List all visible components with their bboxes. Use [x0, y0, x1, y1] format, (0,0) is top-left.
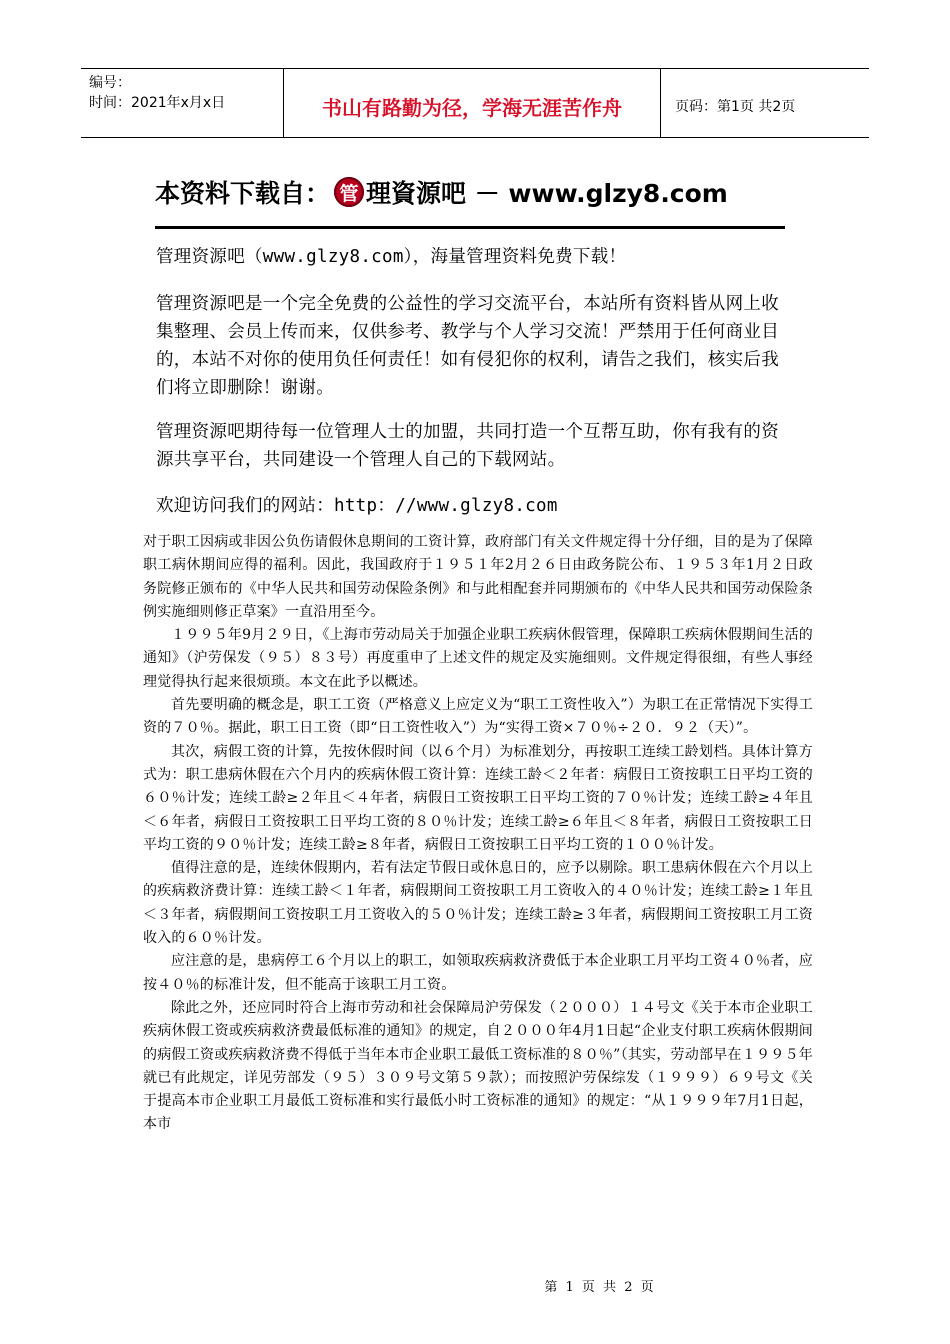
header-meta	[81, 69, 284, 137]
header-motto: 书山有路勤为径，学海无涯苦作舟	[284, 69, 661, 137]
article-paragraph: 对于职工因病或非因公负伤请假休息期间的工资计算，政府部门有关文件规定得十分仔细，目的是为了保障职工病休期间应得的福利。因此，我国政府于１９５１年2月２６日由政务院公布、１９５３年1月２日政务院修正颁布的《中华人民共和国劳动保险条例》和与此相配套并同期颁布的《中华人民共和国劳动保险条例实施细则修正草案》一直沿用至今。	[143, 534, 813, 620]
page-footer: 第 1 页 共 2 页	[544, 1280, 656, 1295]
notice-paragraph-2: 管理资源吧是一个完全免费的公益性的学习交流平台，本站所有资料皆从网上收集整理、会员上传而来，仅供参考、教学与个人学习交流！严禁用于任何商业目的，本站不对你的使用负任何责任！如有侵犯你的权利，请告之我们，核实后我们将立即删除！谢谢。	[156, 294, 779, 398]
article-body	[143, 531, 813, 1137]
article-paragraph: 应注意的是，患病停工６个月以上的职工，如领取疾病救济费低于本企业职工月平均工资４０％者，应按４０％的标准计发，但不能高于该职工月工资。	[143, 953, 813, 993]
banner-divider	[155, 226, 785, 229]
notice-visit: 欢迎访问我们的网站：http：//www.glzy8.com	[156, 496, 558, 516]
notice-paragraph-3: 管理资源吧期待每一位管理人士的加盟，共同打造一个互帮互助，你有我有的资源共享平台，共同建设一个管理人自己的下载网站。	[156, 422, 779, 470]
date-label: 时间：2021年x月x日	[89, 95, 226, 111]
article-paragraph: １９９５年9月２９日，《上海市劳动局关于加强企业职工疾病休假管理，保障职工疾病休假期间生活的通知》（沪劳保发（９５）８３号）再度重申了上述文件的规定及实施细则。文件规定得很细，有些人事经理觉得执行起来很烦琐。本文在此予以概述。	[143, 627, 813, 690]
article-paragraph: 除此之外，还应同时符合上海市劳动和社会保障局沪劳保发（２０００）１４号文《关于本市企业职工疾病休假工资或疾病救济费最低标准的通知》的规定，自２０００年4月1日起“企业支付职工疾病休假期间的病假工资或疾病救济费不得低于当年本市企业职工最低工资标准的８０％”（其实，劳动部早在１９９５年就已有此规定，详见劳部发（９５）３０９号文第５９款）；而按照沪劳保综发（１９９９）６９号文《关于提高本市企业职工月最低工资标准和实行最低小时工资标准的通知》的规定：“从１９９９年7月1日起，本市	[143, 999, 813, 1133]
header-page-info: 页码：第1页 共2页	[675, 99, 796, 115]
notice-line-1: 管理资源吧（www.glzy8.com），海量管理资料免费下载！	[156, 247, 627, 267]
article-paragraph: 其次，病假工资的计算，先按休假时间（以６个月）为标准划分，再按职工连续工龄划档。具体计算方式为：职工患病休假在六个月内的疾病休假工资计算：连续工龄＜２年者：病假日工资按职工日平均工资的６０％计发；连续工龄≥２年且＜４年者，病假日工资按职工日平均工资的７０％计发；连续工龄≥４年且＜６年者，病假日工资按职工日平均工资的８０％计发；连续工龄≥６年且＜８年者，病假日工资按职工日平均工资的９０％计发；连续工龄≥８年者，病假日工资按职工日平均工资的１００％计发。	[143, 743, 813, 853]
page-header	[81, 68, 869, 138]
site-logo-icon: 管	[334, 177, 364, 207]
banner-prefix: 本资料下载自：	[155, 179, 331, 208]
download-banner	[155, 170, 795, 214]
banner-suffix: 理資源吧 － www.glzy8.com	[366, 179, 728, 208]
number-label: 编号：	[89, 75, 131, 91]
article-paragraph: 首先要明确的概念是，职工工资（严格意义上应定义为“职工工资性收入”）为职工在正常情况下实得工资的７０％。据此，职工日工资（即“日工资性收入”）为“实得工资×７０％÷２０．９２（天）”。	[143, 697, 813, 737]
article-paragraph: 值得注意的是，连续休假期内，若有法定节假日或休息日的，应予以剔除。职工患病休假在六个月以上的疾病救济费计算：连续工龄＜１年者，病假期间工资按职工月工资收入的４０％计发；连续工龄≥１年且＜３年者，病假期间工资按职工月工资收入的５０％计发；连续工龄≥３年者，病假期间工资按职工月工资收入的６０％计发。	[143, 860, 813, 947]
